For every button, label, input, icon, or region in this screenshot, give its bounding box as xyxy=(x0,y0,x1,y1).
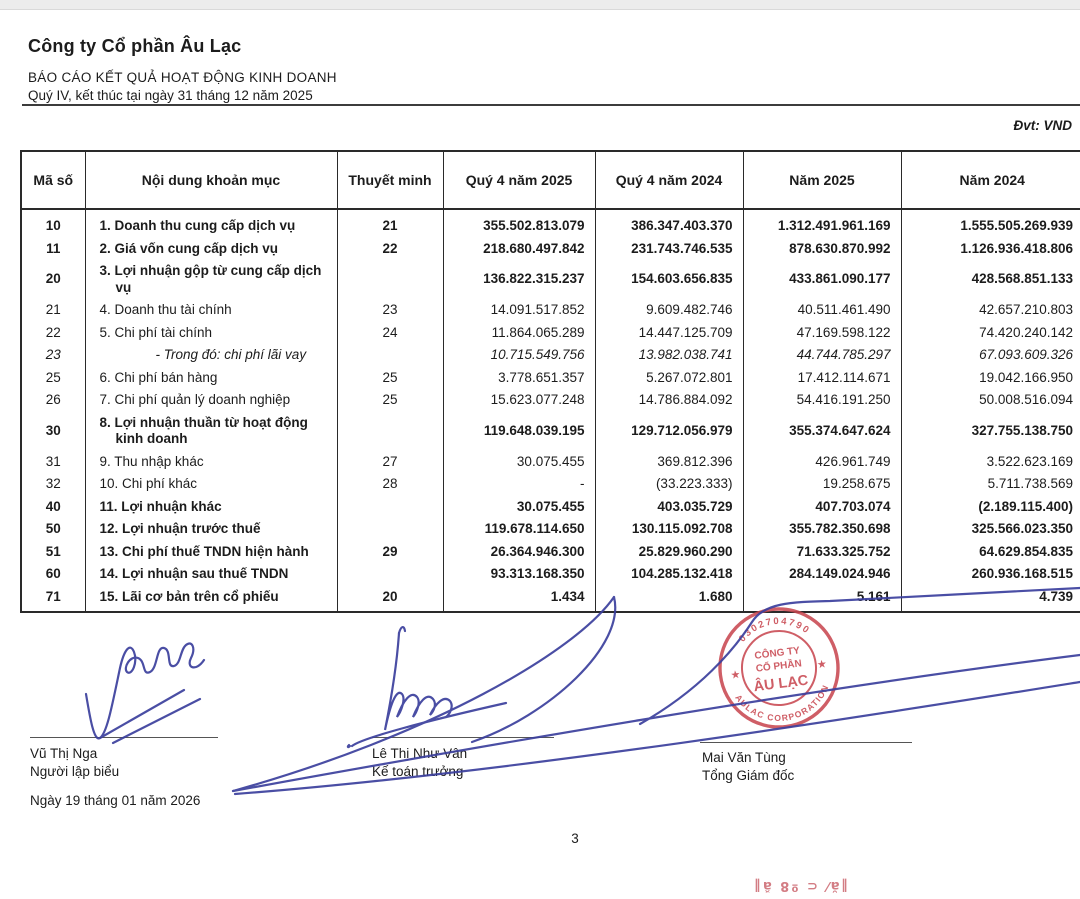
note-cell xyxy=(337,344,443,367)
year-2025-value-cell: 40.511.461.490 xyxy=(743,299,901,322)
q4-2025-value-cell: 3.778.651.357 xyxy=(443,367,595,390)
item-label-cell: 2. Giá vốn cung cấp dịch vụ xyxy=(85,238,337,261)
year-2025-value-cell: 71.633.325.752 xyxy=(743,541,901,564)
year-2024-value-cell: 19.042.166.950 xyxy=(901,367,1080,390)
year-2025-value-cell: 426.961.749 xyxy=(743,451,901,474)
q4-2025-value-cell: 11.864.065.289 xyxy=(443,322,595,345)
year-2024-value-cell: 327.755.138.750 xyxy=(901,412,1080,451)
table-row xyxy=(21,238,1080,261)
year-2024-value-cell: 5.711.738.569 xyxy=(901,473,1080,496)
code-cell: 31 xyxy=(21,451,85,474)
note-cell xyxy=(337,518,443,541)
scan-edge-strip xyxy=(0,0,1080,10)
note-cell: 29 xyxy=(337,541,443,564)
item-label-cell: 12. Lợi nhuận trước thuế xyxy=(85,518,337,541)
signature-stroke-preparer xyxy=(86,643,204,743)
year-2025-value-cell: 19.258.675 xyxy=(743,473,901,496)
year-2024-value-cell: 50.008.516.094 xyxy=(901,389,1080,412)
seal-tax-id: 0302704790 xyxy=(736,615,813,645)
currency-unit-label: Đvt: VND xyxy=(1013,118,1072,133)
q4-2024-value-cell: 13.982.038.741 xyxy=(595,344,743,367)
q4-2025-value-cell: 355.502.813.079 xyxy=(443,209,595,238)
year-2024-value-cell: 4.739 xyxy=(901,586,1080,613)
item-label-cell: 10. Chi phí khác xyxy=(85,473,337,496)
q4-2024-value-cell: 231.743.746.535 xyxy=(595,238,743,261)
signer-name: Mai Văn Tùng xyxy=(702,750,786,765)
page-number: 3 xyxy=(571,831,579,846)
item-label-cell: 3. Lợi nhuận gộp từ cung cấp dịch vụ xyxy=(85,260,337,299)
year-2025-value-cell: 355.374.647.624 xyxy=(743,412,901,451)
item-label-cell: 1. Doanh thu cung cấp dịch vụ xyxy=(85,209,337,238)
seal-star-left-icon: ★ xyxy=(729,668,742,682)
note-cell: 23 xyxy=(337,299,443,322)
table-row xyxy=(21,367,1080,390)
table-row xyxy=(21,344,1080,367)
table-row xyxy=(21,412,1080,451)
item-label-cell: 5. Chi phí tài chính xyxy=(85,322,337,345)
note-cell: 25 xyxy=(337,367,443,390)
seal-line3: ÂU LẠC xyxy=(752,672,810,696)
q4-2025-value-cell: 136.822.315.237 xyxy=(443,260,595,299)
signer-role: Kế toán trưởng xyxy=(372,764,464,779)
signature-line-director xyxy=(700,742,912,743)
q4-2025-value-cell: 93.313.168.350 xyxy=(443,563,595,586)
q4-2024-value-cell: (33.223.333) xyxy=(595,473,743,496)
code-cell: 40 xyxy=(21,496,85,519)
year-2025-value-cell: 355.782.350.698 xyxy=(743,518,901,541)
col-header-note: Thuyết minh xyxy=(337,151,443,209)
table-row xyxy=(21,541,1080,564)
signer-role: Tổng Giám đốc xyxy=(702,768,795,783)
table-row xyxy=(21,473,1080,496)
seal-line1: CÔNG TY xyxy=(753,645,801,662)
code-cell: 10 xyxy=(21,209,85,238)
q4-2025-value-cell: 26.364.946.300 xyxy=(443,541,595,564)
code-cell: 20 xyxy=(21,260,85,299)
note-cell xyxy=(337,496,443,519)
signer-name: Vũ Thị Nga xyxy=(30,746,98,761)
table-row xyxy=(21,518,1080,541)
signer-name: Lê Thị Như Vân xyxy=(372,746,468,761)
header-divider xyxy=(22,104,1080,106)
col-header-code: Mã số xyxy=(21,151,85,209)
code-cell: 21 xyxy=(21,299,85,322)
q4-2024-value-cell: 14.447.125.709 xyxy=(595,322,743,345)
code-cell: 23 xyxy=(21,344,85,367)
col-header-q4-2025: Quý 4 năm 2025 xyxy=(443,151,595,209)
note-cell: 21 xyxy=(337,209,443,238)
signer-role: Người lập biểu xyxy=(30,764,120,779)
year-2024-value-cell: 428.568.851.133 xyxy=(901,260,1080,299)
signature-stroke-accountant xyxy=(348,627,506,747)
q4-2025-value-cell: 1.434 xyxy=(443,586,595,613)
stamp-fragment: ‖ă⁄ ⊂ º8 ẫ‖ xyxy=(752,878,848,893)
item-label-cell: 8. Lợi nhuận thuần từ hoạt động kinh doanh xyxy=(85,412,337,451)
item-label-cell: 4. Doanh thu tài chính xyxy=(85,299,337,322)
q4-2024-value-cell: 369.812.396 xyxy=(595,451,743,474)
report-period: Quý IV, kết thúc tại ngày 31 tháng 12 năm 2025 xyxy=(28,88,313,103)
q4-2024-value-cell: 14.786.884.092 xyxy=(595,389,743,412)
item-label-cell: 15. Lãi cơ bản trên cổ phiếu xyxy=(85,586,337,613)
year-2024-value-cell: (2.189.115.400) xyxy=(901,496,1080,519)
item-label-cell: 7. Chi phí quản lý doanh nghiệp xyxy=(85,389,337,412)
note-cell xyxy=(337,412,443,451)
note-cell: 25 xyxy=(337,389,443,412)
item-label-cell: 9. Thu nhập khác xyxy=(85,451,337,474)
code-cell: 22 xyxy=(21,322,85,345)
seal-line2: CỔ PHẦN xyxy=(755,658,803,675)
note-cell: 24 xyxy=(337,322,443,345)
q4-2024-value-cell: 104.285.132.418 xyxy=(595,563,743,586)
income-statement-table xyxy=(20,150,1080,613)
q4-2024-value-cell: 25.829.960.290 xyxy=(595,541,743,564)
table-row xyxy=(21,563,1080,586)
report-title: BÁO CÁO KẾT QUẢ HOẠT ĐỘNG KINH DOANH xyxy=(28,70,337,85)
item-label-cell: 11. Lợi nhuận khác xyxy=(85,496,337,519)
table-row xyxy=(21,389,1080,412)
year-2024-value-cell: 64.629.854.835 xyxy=(901,541,1080,564)
year-2024-value-cell: 1.126.936.418.806 xyxy=(901,238,1080,261)
signer-accountant xyxy=(372,745,467,781)
q4-2025-value-cell: 30.075.455 xyxy=(443,496,595,519)
year-2025-value-cell: 407.703.074 xyxy=(743,496,901,519)
table-body xyxy=(21,209,1080,612)
table-row xyxy=(21,496,1080,519)
company-seal-stamp xyxy=(707,596,852,741)
code-cell: 30 xyxy=(21,412,85,451)
code-cell: 25 xyxy=(21,367,85,390)
year-2024-value-cell: 67.093.609.326 xyxy=(901,344,1080,367)
year-2024-value-cell: 260.936.168.515 xyxy=(901,563,1080,586)
code-cell: 51 xyxy=(21,541,85,564)
year-2024-value-cell: 1.555.505.269.939 xyxy=(901,209,1080,238)
item-label-cell: - Trong đó: chi phí lãi vay xyxy=(85,344,337,367)
seal-arc-bottom-text: AULAC CORPORATION xyxy=(733,682,831,724)
item-label-cell: 6. Chi phí bán hàng xyxy=(85,367,337,390)
q4-2024-value-cell: 9.609.482.746 xyxy=(595,299,743,322)
col-header-q4-2024: Quý 4 năm 2024 xyxy=(595,151,743,209)
col-header-year-2024: Năm 2024 xyxy=(901,151,1080,209)
table-row xyxy=(21,299,1080,322)
q4-2024-value-cell: 386.347.403.370 xyxy=(595,209,743,238)
table-row xyxy=(21,322,1080,345)
year-2025-value-cell: 44.744.785.297 xyxy=(743,344,901,367)
year-2025-value-cell: 284.149.024.946 xyxy=(743,563,901,586)
q4-2024-value-cell: 5.267.072.801 xyxy=(595,367,743,390)
code-cell: 26 xyxy=(21,389,85,412)
signer-director xyxy=(702,749,794,785)
year-2025-value-cell: 878.630.870.992 xyxy=(743,238,901,261)
company-name: Công ty Cổ phần Âu Lạc xyxy=(28,36,242,56)
q4-2025-value-cell: 119.678.114.650 xyxy=(443,518,595,541)
year-2025-value-cell: 433.861.090.177 xyxy=(743,260,901,299)
q4-2025-value-cell: - xyxy=(443,473,595,496)
note-cell: 28 xyxy=(337,473,443,496)
seal-star-right-icon: ★ xyxy=(816,658,828,672)
table-row xyxy=(21,209,1080,238)
code-cell: 60 xyxy=(21,563,85,586)
code-cell: 11 xyxy=(21,238,85,261)
year-2024-value-cell: 42.657.210.803 xyxy=(901,299,1080,322)
year-2024-value-cell: 74.420.240.142 xyxy=(901,322,1080,345)
code-cell: 32 xyxy=(21,473,85,496)
note-cell: 20 xyxy=(337,586,443,613)
year-2025-value-cell: 47.169.598.122 xyxy=(743,322,901,345)
table-row xyxy=(21,451,1080,474)
q4-2024-value-cell: 130.115.092.708 xyxy=(595,518,743,541)
year-2025-value-cell: 5.161 xyxy=(743,586,901,613)
code-cell: 50 xyxy=(21,518,85,541)
signature-line-preparer xyxy=(30,737,218,738)
note-cell: 27 xyxy=(337,451,443,474)
year-2024-value-cell: 3.522.623.169 xyxy=(901,451,1080,474)
q4-2024-value-cell: 1.680 xyxy=(595,586,743,613)
year-2025-value-cell: 54.416.191.250 xyxy=(743,389,901,412)
table-header-row xyxy=(21,151,1080,209)
signer-preparer xyxy=(30,745,119,781)
q4-2024-value-cell: 129.712.056.979 xyxy=(595,412,743,451)
table-row xyxy=(21,260,1080,299)
item-label-cell: 13. Chi phí thuế TNDN hiện hành xyxy=(85,541,337,564)
year-2025-value-cell: 1.312.491.961.169 xyxy=(743,209,901,238)
q4-2024-value-cell: 403.035.729 xyxy=(595,496,743,519)
year-2024-value-cell: 325.566.023.350 xyxy=(901,518,1080,541)
note-cell: 22 xyxy=(337,238,443,261)
table-row xyxy=(21,586,1080,613)
q4-2025-value-cell: 14.091.517.852 xyxy=(443,299,595,322)
q4-2024-value-cell: 154.603.656.835 xyxy=(595,260,743,299)
item-label-cell: 14. Lợi nhuận sau thuế TNDN xyxy=(85,563,337,586)
signature-line-accountant xyxy=(372,737,554,738)
col-header-item: Nội dung khoản mục xyxy=(85,151,337,209)
report-date: Ngày 19 tháng 01 năm 2026 xyxy=(30,793,201,808)
signature-stroke-director xyxy=(233,588,1080,794)
col-header-year-2025: Năm 2025 xyxy=(743,151,901,209)
note-cell xyxy=(337,563,443,586)
q4-2025-value-cell: 119.648.039.195 xyxy=(443,412,595,451)
year-2025-value-cell: 17.412.114.671 xyxy=(743,367,901,390)
q4-2025-value-cell: 218.680.497.842 xyxy=(443,238,595,261)
q4-2025-value-cell: 10.715.549.756 xyxy=(443,344,595,367)
q4-2025-value-cell: 15.623.077.248 xyxy=(443,389,595,412)
note-cell xyxy=(337,260,443,299)
q4-2025-value-cell: 30.075.455 xyxy=(443,451,595,474)
code-cell: 71 xyxy=(21,586,85,613)
